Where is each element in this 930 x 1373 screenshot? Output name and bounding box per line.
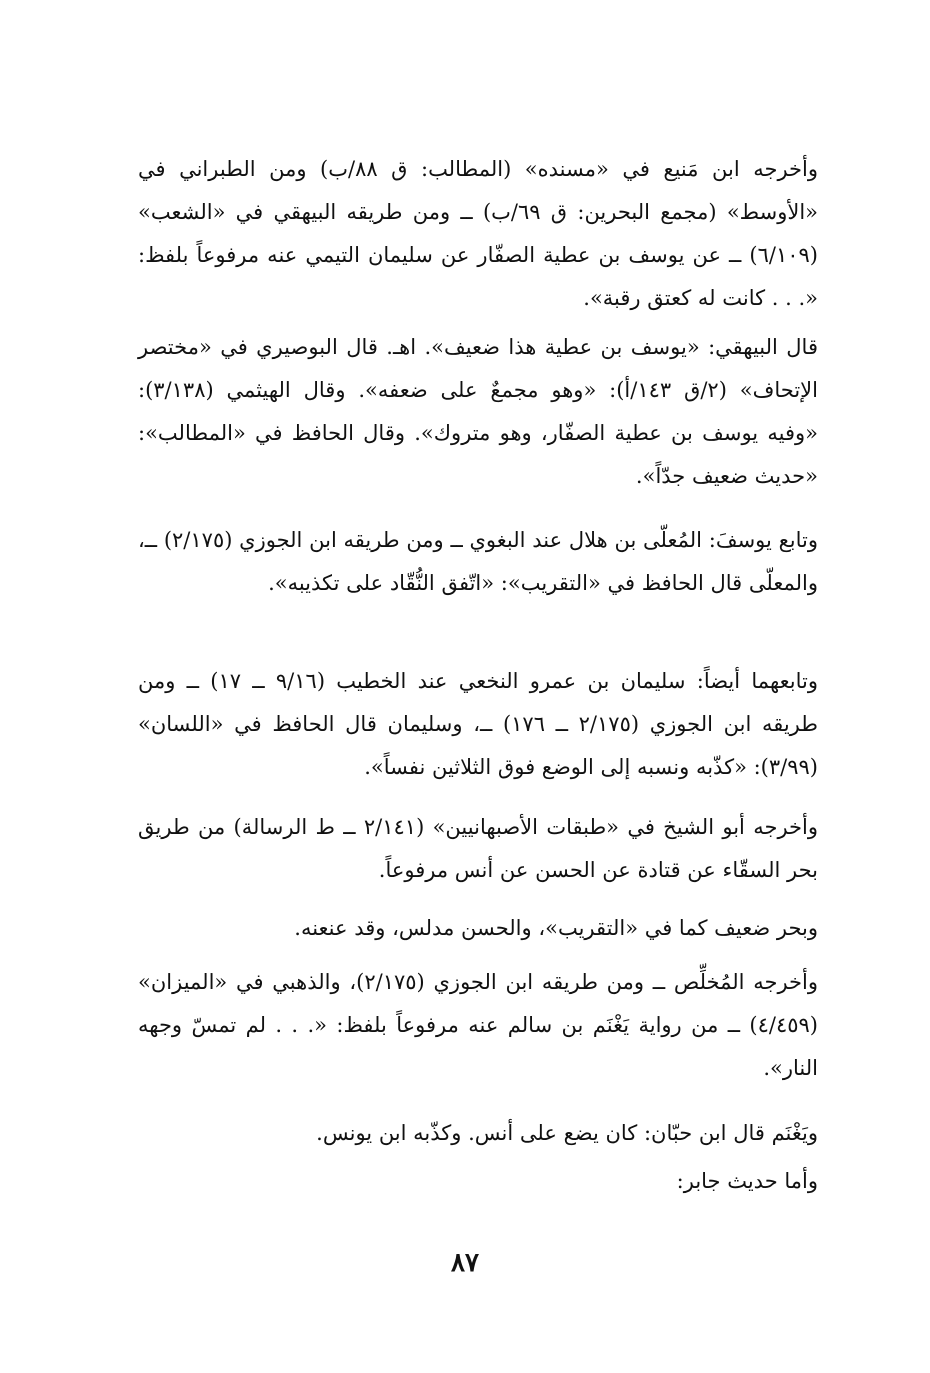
page-number: ٨٧ — [451, 1248, 479, 1278]
paragraph-mukhallis-narration: وأخرجه المُخلِّص ــ ومن طريقه ابن الجوزي (٢/١٧٥)، والذهبي في «الميزان» (٤/٤٥٩) ــ من رواية يَغْنَم بن سالم عنه مرفوعاً بلفظ: «. . . لم تمسّ وجهه النار». — [138, 970, 818, 1080]
paragraph-sulayman-nakhai: وتابعهما أيضاً: سليمان بن عمرو النخعي عند الخطيب (٩/١٦ ــ ١٧) ــ ومن طريقه ابن الجوزي (٢/١٧٥ ــ ١٧٦) ــ، وسليمان قال الحافظ في «اللسان» (٣/٩٩): «كذّبه ونسبه إلى الوضع فوق الثلاثين نفساً». — [138, 669, 818, 779]
paragraph-abu-shaykh-narration: وأخرجه أبو الشيخ في «طبقات الأصبهانيين» (٢/١٤١ ــ ط الرسالة) من طريق بحر السقّاء عن قتادة عن الحسن عن أنس مرفوعاً. — [138, 815, 818, 882]
paragraph-ibn-mani-narration: وأخرجه ابن مَنيع في «مسنده» (المطالب: ق ٨٨/ب) ومن الطبراني في «الأوسط» (مجمع البحرين: ق ٦٩/ب) ــ ومن طريقه البيهقي في «الشعب» (٦/١٠٩) ــ عن يوسف بن عطية الصفّار عن سليمان التيمي عنه مرفوعاً بلفظ: «. . . كانت له كعتق رقبة». — [138, 157, 819, 310]
paragraph-yaghnam-ibn-hibban: ويَغْنَم قال ابن حبّان: كان يضع على أنس. وكذّبه ابن يونس. — [316, 1121, 818, 1145]
paragraph-jabir-heading: وأما حديث جابر: — [676, 1169, 818, 1193]
paragraph-bayhaqi-assessment: قال البيهقي: «يوسف بن عطية هذا ضعيف». اهـ. قال البوصيري في «مختصر الإتحاف» (٢/ق ١٤٣/أ): «وهو مجمعٌ على ضعفه». وقال الهيثمي (٣/١٣٨): «وفيه يوسف بن عطية الصفّار، وهو متروك». وقال الحافظ في «المطالب»: «حديث ضعيف جدّاً». — [138, 335, 818, 488]
paragraph-muala-corroboration: وتابع يوسفَ: المُعلّى بن هلال عند البغوي ــ ومن طريقه ابن الجوزي (٢/١٧٥) ــ، والمعلّى قال الحافظ في «التقريب»: «اتّفق النُّقّاد على تكذيبه». — [138, 528, 819, 595]
paragraph-bahr-weak: وبحر ضعيف كما في «التقريب»، والحسن مدلس، وقد عنعنه. — [294, 916, 818, 940]
